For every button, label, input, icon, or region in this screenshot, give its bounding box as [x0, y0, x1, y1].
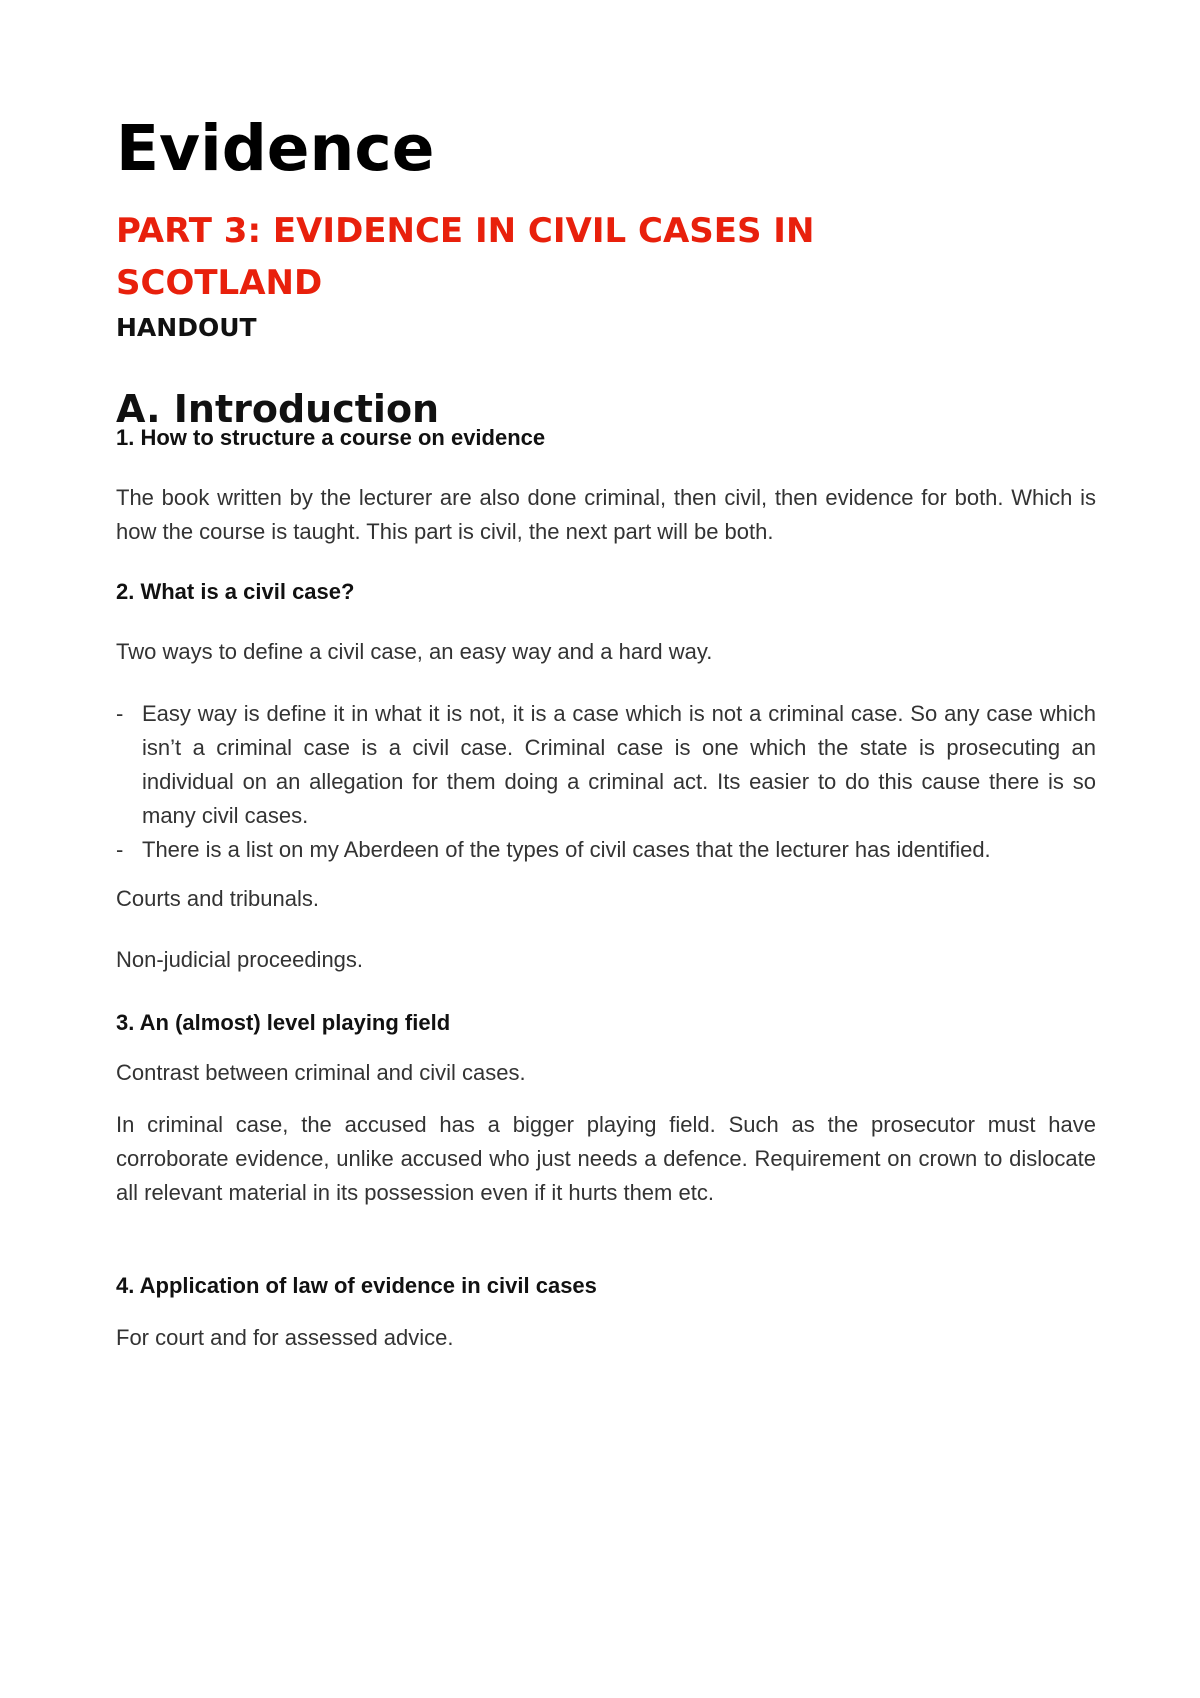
heading-level-playing-field: 3. An (almost) level playing field [116, 1010, 451, 1035]
paragraph-non-judicial: Non-judicial proceedings. [116, 947, 364, 972]
bullet-marker: - [116, 701, 124, 726]
heading-course-structure: 1. How to structure a course on evidence [116, 425, 546, 450]
paragraph-court-advice: For court and for assessed advice. [116, 1325, 454, 1350]
handout-label: HANDOUT [116, 313, 257, 342]
bullet-marker: - [116, 837, 124, 862]
heading-civil-case: 2. What is a civil case? [116, 579, 355, 604]
bullet-text: There is a list on my Aberdeen of the types of civil cases that the lecturer has identified. [142, 837, 991, 862]
paragraph-contrast: Contrast between criminal and civil cases. [116, 1060, 526, 1085]
bullet-text: Easy way is define it in what it is not, it is a case which is not a criminal case. So any case which isn’t a criminal case is a civil case. Criminal case is one which the state is prosecuting an individual on an allegation for them doing a criminal act. Its easier to do this cause there is so many civil cases. [142, 701, 1096, 828]
section-title-introduction: A. Introduction [116, 387, 440, 431]
paragraph-courts-tribunals: Courts and tribunals. [116, 886, 319, 911]
paragraph-course-structure: The book written by the lecturer are also done criminal, then civil, then evidence for both. Which is how the course is taught. This part is civil, the next part will be both. [116, 485, 1096, 544]
paragraph-civil-case-definition: Two ways to define a civil case, an easy way and a hard way. [116, 639, 713, 664]
paragraph-criminal-case: In criminal case, the accused has a bigger playing field. Such as the prosecutor must have corroborate evidence, unlike accused who just needs a defence. Requirement on crown to dislocate all relevant material in its possession even if it hurts them etc. [116, 1112, 1096, 1205]
list-item [116, 697, 1096, 833]
part-title: PART 3: EVIDENCE IN CIVIL CASES IN SCOTLAND [116, 211, 815, 303]
heading-application-of-law: 4. Application of law of evidence in civil cases [116, 1273, 597, 1298]
civil-case-bullet-list [116, 697, 1096, 867]
document-title: Evidence [116, 112, 435, 185]
list-item [116, 833, 1096, 867]
